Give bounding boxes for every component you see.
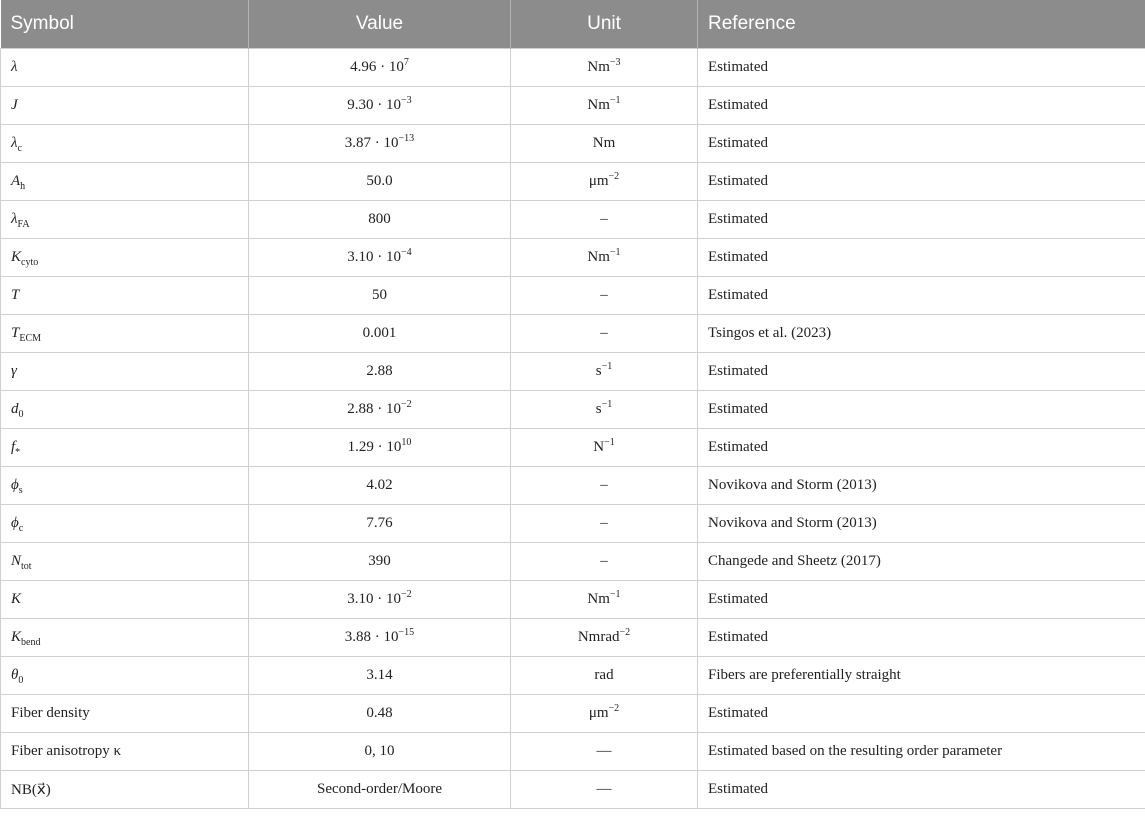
symbol-text: K: [11, 628, 22, 645]
reference-cell: Estimated: [698, 618, 1145, 656]
reference-cell: Estimated: [698, 428, 1145, 466]
symbol-subscript: c: [18, 522, 24, 534]
unit-cell: [511, 352, 698, 390]
value-text: 9.30 · 10: [347, 96, 402, 113]
table-row: [1, 428, 1145, 466]
unit-cell: [511, 732, 698, 770]
symbol-subscript: 0: [18, 674, 24, 686]
value-text: 50.0: [366, 172, 393, 189]
table-row: [1, 656, 1145, 694]
value-text: 4.96 · 10: [350, 58, 404, 75]
symbol-text: λ: [11, 210, 18, 227]
reference-cell: Estimated: [698, 86, 1145, 124]
unit-text: s: [595, 400, 602, 417]
unit-text: –: [600, 514, 608, 531]
unit-cell: [511, 504, 698, 542]
unit-text: —: [596, 742, 612, 759]
unit-text: –: [600, 476, 608, 493]
unit-exponent: −2: [619, 626, 631, 638]
symbol-cell: [1, 580, 249, 618]
header-unit: Unit: [511, 0, 698, 48]
value-cell: [249, 238, 511, 276]
unit-exponent: −2: [608, 702, 620, 714]
value-exponent: −2: [401, 398, 412, 410]
value-cell: [249, 390, 511, 428]
symbol-text: ϕ: [11, 514, 19, 531]
unit-cell: [511, 618, 698, 656]
symbol-text: Fiber anisotropy κ: [11, 742, 122, 759]
value-text: Second-order/Moore: [317, 780, 442, 797]
value-exponent: −13: [398, 132, 415, 144]
unit-exponent: −3: [609, 56, 621, 68]
unit-text: μm: [588, 172, 609, 189]
unit-exponent: −1: [609, 588, 621, 600]
unit-text: Nm: [587, 248, 610, 265]
reference-cell: Estimated: [698, 580, 1145, 618]
value-text: 50: [372, 286, 387, 303]
value-cell: [249, 542, 511, 580]
value-cell: [249, 124, 511, 162]
unit-cell: [511, 276, 698, 314]
symbol-text: Fiber density: [11, 704, 90, 721]
symbol-subscript: s: [18, 484, 23, 496]
symbol-cell: [1, 428, 249, 466]
symbol-cell: [1, 390, 249, 428]
value-cell: [249, 48, 511, 86]
value-cell: [249, 428, 511, 466]
symbol-text: d: [11, 400, 19, 417]
value-cell: [249, 86, 511, 124]
value-text: 3.87 · 10: [344, 134, 399, 151]
symbol-text: ϕ: [11, 476, 19, 493]
unit-cell: [511, 694, 698, 732]
value-text: 2.88: [366, 362, 393, 379]
value-text: 3.10 · 10: [347, 590, 402, 607]
value-cell: [249, 276, 511, 314]
reference-cell: Estimated: [698, 276, 1145, 314]
symbol-subscript: cyto: [21, 256, 39, 268]
value-cell: [249, 770, 511, 808]
unit-cell: [511, 48, 698, 86]
unit-text: rad: [594, 666, 614, 683]
header-value: Value: [249, 0, 511, 48]
unit-exponent: −2: [608, 170, 620, 182]
value-text: 7.76: [366, 514, 393, 531]
value-cell: [249, 466, 511, 504]
unit-cell: [511, 390, 698, 428]
table-row: [1, 200, 1145, 238]
value-cell: [249, 352, 511, 390]
value-text: 3.14: [366, 666, 393, 683]
symbol-cell: [1, 656, 249, 694]
value-text: 800: [368, 210, 391, 227]
reference-cell: Estimated based on the resulting order parameter: [698, 732, 1145, 770]
value-text: 2.88 · 10: [347, 400, 402, 417]
unit-text: –: [600, 210, 608, 227]
unit-text: –: [600, 286, 608, 303]
reference-cell: Tsingos et al. (2023): [698, 314, 1145, 352]
symbol-cell: [1, 542, 249, 580]
header-row: [1, 0, 1145, 48]
unit-text: Nm: [587, 96, 610, 113]
table-row: [1, 48, 1145, 86]
unit-cell: [511, 86, 698, 124]
unit-exponent: −1: [601, 360, 613, 372]
table-row: [1, 314, 1145, 352]
symbol-subscript: h: [20, 180, 26, 192]
table-row: [1, 390, 1145, 428]
value-exponent: −2: [401, 588, 412, 600]
unit-cell: [511, 314, 698, 352]
symbol-cell: [1, 694, 249, 732]
table-row: [1, 466, 1145, 504]
symbol-cell: [1, 352, 249, 390]
symbol-cell: [1, 770, 249, 808]
value-text: 4.02: [366, 476, 393, 493]
unit-text: Nmrad: [577, 628, 620, 645]
value-cell: [249, 656, 511, 694]
symbol-subscript: 0: [18, 408, 24, 420]
header-symbol: Symbol: [1, 0, 249, 48]
symbol-text: J: [11, 96, 18, 113]
symbol-text: f: [11, 438, 16, 455]
unit-text: –: [600, 552, 608, 569]
unit-cell: [511, 238, 698, 276]
symbol-cell: [1, 314, 249, 352]
header-reference: Reference: [698, 0, 1145, 48]
table-row: [1, 580, 1145, 618]
unit-cell: [511, 162, 698, 200]
unit-exponent: −1: [601, 398, 613, 410]
value-text: 1.29 · 10: [347, 438, 402, 455]
reference-cell: Estimated: [698, 48, 1145, 86]
symbol-cell: [1, 504, 249, 542]
symbol-text: γ: [11, 362, 17, 379]
unit-text: —: [596, 780, 612, 797]
table-row: [1, 770, 1145, 808]
reference-cell: Novikova and Storm (2013): [698, 504, 1145, 542]
reference-cell: Estimated: [698, 238, 1145, 276]
symbol-text: T: [11, 286, 20, 303]
unit-cell: [511, 542, 698, 580]
reference-cell: Fibers are preferentially straight: [698, 656, 1145, 694]
table-row: [1, 238, 1145, 276]
unit-exponent: −1: [609, 246, 621, 258]
unit-cell: [511, 770, 698, 808]
symbol-cell: [1, 732, 249, 770]
reference-cell: Estimated: [698, 352, 1145, 390]
unit-cell: [511, 656, 698, 694]
symbol-cell: [1, 48, 249, 86]
value-exponent: 7: [403, 56, 409, 68]
value-cell: [249, 580, 511, 618]
table-row: [1, 86, 1145, 124]
unit-cell: [511, 124, 698, 162]
symbol-text: N: [11, 552, 22, 569]
symbol-text: A: [11, 172, 21, 189]
unit-exponent: −1: [609, 94, 621, 106]
value-cell: [249, 732, 511, 770]
table-row: [1, 276, 1145, 314]
value-cell: [249, 504, 511, 542]
unit-text: Nm: [587, 58, 610, 75]
table-row: [1, 542, 1145, 580]
symbol-text: K: [11, 590, 22, 607]
unit-text: Nm: [587, 590, 610, 607]
symbol-text: θ: [11, 666, 19, 683]
value-exponent: −3: [401, 94, 412, 106]
symbol-text: λ: [11, 58, 18, 75]
unit-text: μm: [588, 704, 609, 721]
symbol-cell: [1, 466, 249, 504]
unit-text: Nm: [592, 134, 616, 151]
value-text: 0.48: [366, 704, 393, 721]
reference-cell: Estimated: [698, 390, 1145, 428]
reference-cell: Estimated: [698, 124, 1145, 162]
reference-cell: Estimated: [698, 162, 1145, 200]
reference-cell: Estimated: [698, 694, 1145, 732]
symbol-text: K: [11, 248, 22, 265]
table-row: [1, 618, 1145, 656]
value-text: 0, 10: [364, 742, 395, 759]
symbol-cell: [1, 162, 249, 200]
symbol-subscript: bend: [21, 636, 41, 648]
unit-cell: [511, 580, 698, 618]
table-row: [1, 504, 1145, 542]
value-exponent: −4: [401, 246, 412, 258]
value-cell: [249, 694, 511, 732]
table-row: [1, 162, 1145, 200]
symbol-cell: [1, 618, 249, 656]
reference-cell: Novikova and Storm (2013): [698, 466, 1145, 504]
value-cell: [249, 162, 511, 200]
value-text: 390: [368, 552, 391, 569]
symbol-cell: [1, 86, 249, 124]
unit-cell: [511, 466, 698, 504]
unit-text: N: [593, 438, 605, 455]
symbol-subscript: FA: [17, 218, 30, 230]
unit-cell: [511, 200, 698, 238]
table-row: [1, 732, 1145, 770]
reference-cell: Changede and Sheetz (2017): [698, 542, 1145, 580]
symbol-cell: [1, 124, 249, 162]
unit-text: s: [595, 362, 602, 379]
reference-cell: Estimated: [698, 200, 1145, 238]
value-cell: [249, 618, 511, 656]
value-cell: [249, 200, 511, 238]
symbol-cell: [1, 238, 249, 276]
symbol-text: NB(x⃗): [11, 781, 51, 798]
unit-text: –: [600, 324, 608, 341]
symbol-cell: [1, 200, 249, 238]
table-row: [1, 352, 1145, 390]
symbol-subscript: ECM: [19, 332, 42, 344]
symbol-text: λ: [11, 134, 18, 151]
symbol-subscript: tot: [21, 560, 32, 572]
value-exponent: −15: [398, 626, 415, 638]
unit-cell: [511, 428, 698, 466]
value-text: 3.10 · 10: [347, 248, 402, 265]
value-text: 3.88 · 10: [344, 628, 399, 645]
symbol-subscript: c: [17, 142, 22, 154]
symbol-text: T: [11, 324, 20, 341]
table-row: [1, 694, 1145, 732]
reference-cell: Estimated: [698, 770, 1145, 808]
symbol-subscript: *: [15, 446, 21, 458]
value-cell: [249, 314, 511, 352]
value-exponent: 10: [401, 436, 412, 448]
symbol-cell: [1, 276, 249, 314]
table-row: [1, 124, 1145, 162]
value-text: 0.001: [362, 324, 397, 341]
unit-exponent: −1: [604, 436, 615, 448]
